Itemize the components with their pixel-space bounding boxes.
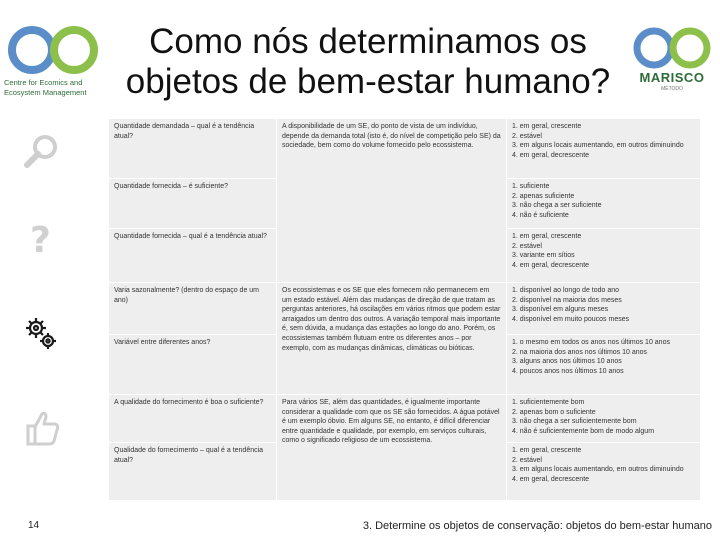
answer-cell: 1. disponível ao longo de todo ano 2. disponível na maioria dos meses 3. disponível em alguns meses 4. disponível em muito poucos meses <box>507 283 701 335</box>
question-cell: Varia sazonalmente? (dentro do espaço de um ano) <box>109 283 277 335</box>
page-title: Como nós determinamos os objetos de bem-estar humano? <box>125 22 611 101</box>
table-row <box>109 395 701 443</box>
question-cell: Quantidade fornecida – qual é a tendência atual? <box>109 229 277 283</box>
question-cell: A qualidade do fornecimento é boa o suficiente? <box>109 395 277 443</box>
footer-caption: 3. Determine os objetos de conservação: objetos do bem-estar humano <box>362 520 712 532</box>
answer-cell: 1. em geral, crescente 2. estável 3. em alguns locais aumentando, em outros diminuindo 4. em geral, decrescente <box>507 443 701 501</box>
answer-cell: 1. em geral, crescente 2. estável 3. em alguns locais aumentando, em outros diminuindo 4. em geral, decrescente <box>507 119 701 179</box>
answer-cell: 1. suficiente 2. apenas suficiente 3. não chega a ser suficiente 4. não é suficiente <box>507 179 701 229</box>
answer-cell: 1. em geral, crescente 2. estável 3. variante em sítios 4. em geral, decrescente <box>507 229 701 283</box>
table-row <box>109 283 701 335</box>
marisco-logo-subtitle: MÉTODO <box>661 86 683 92</box>
gears-icon <box>22 314 62 354</box>
assessment-table <box>108 118 701 501</box>
answer-cell: 1. suficientemente bom 2. apenas bom o suficiente 3. não chega a ser suficientemente bom 4. não é suficientemente bom de modo algum <box>507 395 701 443</box>
answer-cell: 1. o mesmo em todos os anos nos últimos 10 anos 2. na maioria dos anos nos últimos 10 anos 3. alguns anos nos últimos 10 anos 4. poucos anos nos últimos 10 anos <box>507 335 701 395</box>
cem-logo-text: Centre for Ecomics and Ecosystem Management <box>4 78 87 97</box>
question-mark-icon <box>22 218 62 258</box>
table-row <box>109 119 701 179</box>
marisco-logo-text: MARISCO <box>639 70 705 85</box>
page-number: 14 <box>28 520 40 531</box>
question-cell: Variável entre diferentes anos? <box>109 335 277 395</box>
explanation-cell: A disponibilidade de um SE, do ponto de vista de um indivíduo, depende da demanda total (isto é, do nível de competição pelo SE) da sociedade, bem como do volume fornecido pelo ecossistema. <box>277 119 507 283</box>
thumbs-up-icon <box>22 408 62 448</box>
question-cell: Quantidade fornecida – é suficiente? <box>109 179 277 229</box>
marisco-logo <box>630 26 714 98</box>
question-cell: Quantidade demandada – qual é a tendência atual? <box>109 119 277 179</box>
svg-text:?: ? <box>30 220 51 258</box>
magnifier-icon <box>22 132 62 172</box>
cem-logo <box>4 24 104 104</box>
question-cell: Qualidade do fornecimento – qual é a tendência atual? <box>109 443 277 501</box>
explanation-cell: Para vários SE, além das quantidades, é igualmente importante considerar a qualidade com que os SE são fornecidos. A água potável é um exemplo óbvio. Em alguns SE, no entanto, é difícil diferenciar entre quantidade e qualidade, por exemplo, em serviços culturais, como o significado religioso de um ecossistema. <box>277 395 507 501</box>
explanation-cell: Os ecossistemas e os SE que eles fornecem não permanecem em um estado estável. Além das mudanças de direção de que tratam as perguntas anteriores, há oscilações em vários ritmos que podem estar arraigados um dentro dos outros. A variação temporal mais importante é, sem dúvida, a mudança das estações ao longo do ano. Porém, os ecossistemas também flutuam entre os diferentes anos – por exemplo, com as mudanças dinâmicas, climáticas ou bióticas. <box>277 283 507 395</box>
